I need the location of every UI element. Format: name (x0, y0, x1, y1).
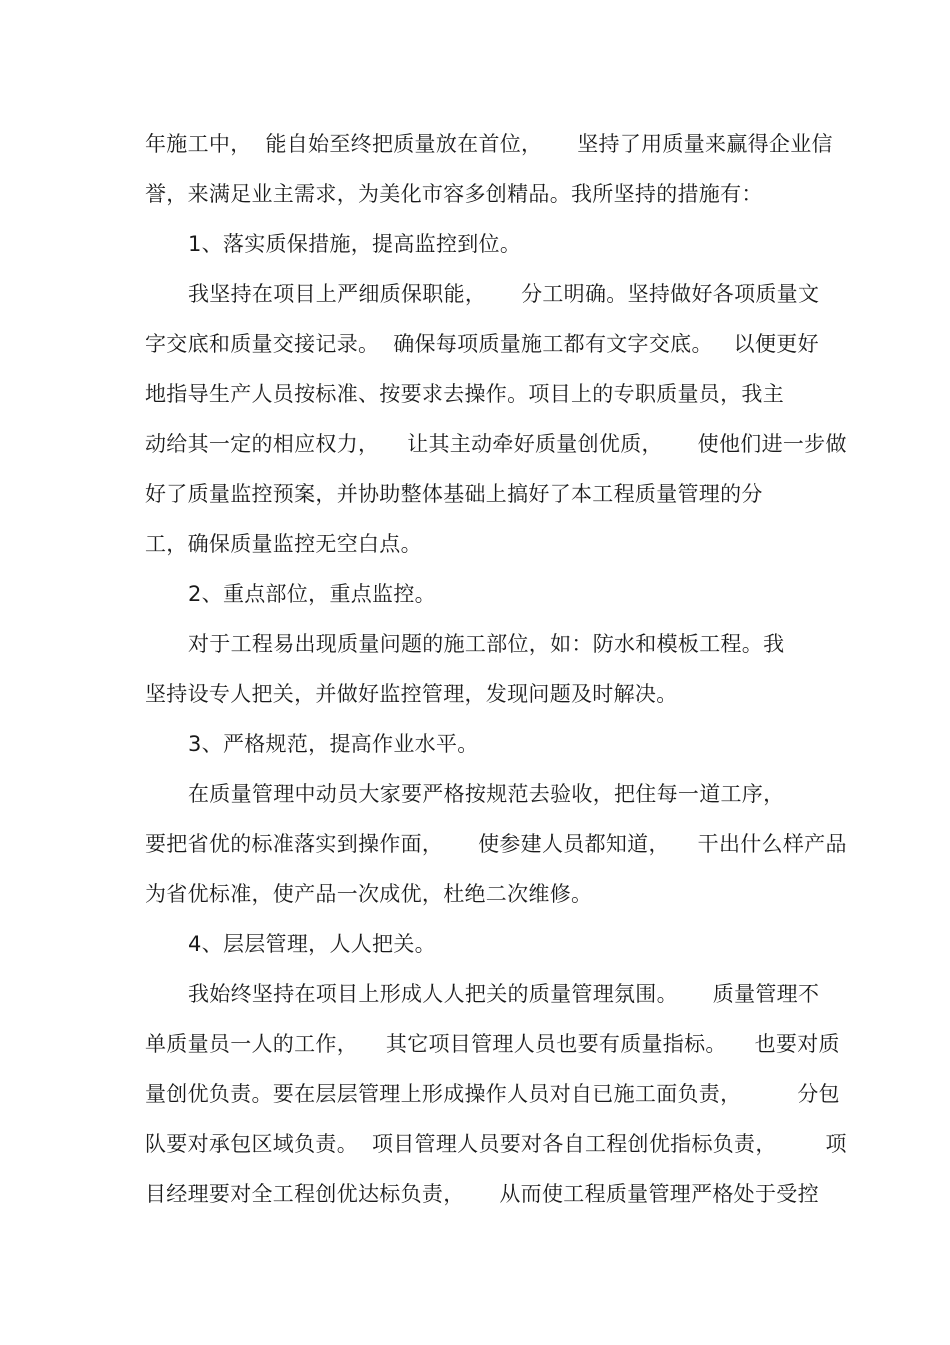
section-heading: 1、落实质保措施，提高监控到位。 (188, 232, 522, 256)
section-heading: 3、严格规范，提高作业水平。 (188, 732, 479, 756)
text-line: 要把省优的标准落实到操作面， 使参建人员都知道， 干出什么样产品 (145, 832, 847, 856)
text-line: 在质量管理中动员大家要严格按规范去验收，把住每一道工序， (188, 782, 785, 806)
text-line: 单质量员一人的工作， 其它项目管理人员也要有质量指标。 也要对质 (145, 1032, 840, 1056)
text-line: 对于工程易出现质量问题的施工部位，如：防水和模板工程。我 (188, 632, 785, 656)
text-line: 地指导生产人员按标准、按要求去操作。项目上的专职质量员，我主 (145, 382, 784, 406)
section-heading: 4、层层管理，人人把关。 (188, 932, 436, 956)
text-line: 年施工中， 能自始至终把质量放在首位， 坚持了用质量来赢得企业信 (145, 132, 833, 156)
text-line: 我坚持在项目上严细质保职能， 分工明确。坚持做好各项质量文 (188, 282, 820, 306)
text-line: 好了质量监控预案，并协助整体基础上搞好了本工程质量管理的分 (145, 482, 763, 506)
text-line: 目经理要对全工程创优达标负责， 从而使工程质量管理严格处于受控 (145, 1182, 819, 1206)
text-line: 动给其一定的相应权力， 让其主动牵好质量创优质， 使他们进一步做 (145, 432, 847, 456)
text-line: 我始终坚持在项目上形成人人把关的质量管理氛围。 质量管理不 (188, 982, 820, 1006)
text-line: 坚持设专人把关，并做好监控管理，发现问题及时解决。 (145, 682, 678, 706)
text-line: 量创优负责。要在层层管理上形成操作人员对自已施工面负责， 分包 (145, 1082, 840, 1106)
text-line: 誉，来满足业主需求，为美化市容多创精品。我所坚持的措施有： (145, 182, 763, 206)
text-line: 为省优标准，使产品一次成优，杜绝二次维修。 (145, 882, 593, 906)
text-line: 队要对承包区域负责。 项目管理人员要对各自工程创优指标负责， 项 (145, 1132, 847, 1156)
section-heading: 2、重点部位，重点监控。 (188, 582, 436, 606)
text-line: 工，确保质量监控无空白点。 (145, 532, 422, 556)
text-line: 字交底和质量交接记录。 确保每项质量施工都有文字交底。 以便更好 (145, 332, 819, 356)
